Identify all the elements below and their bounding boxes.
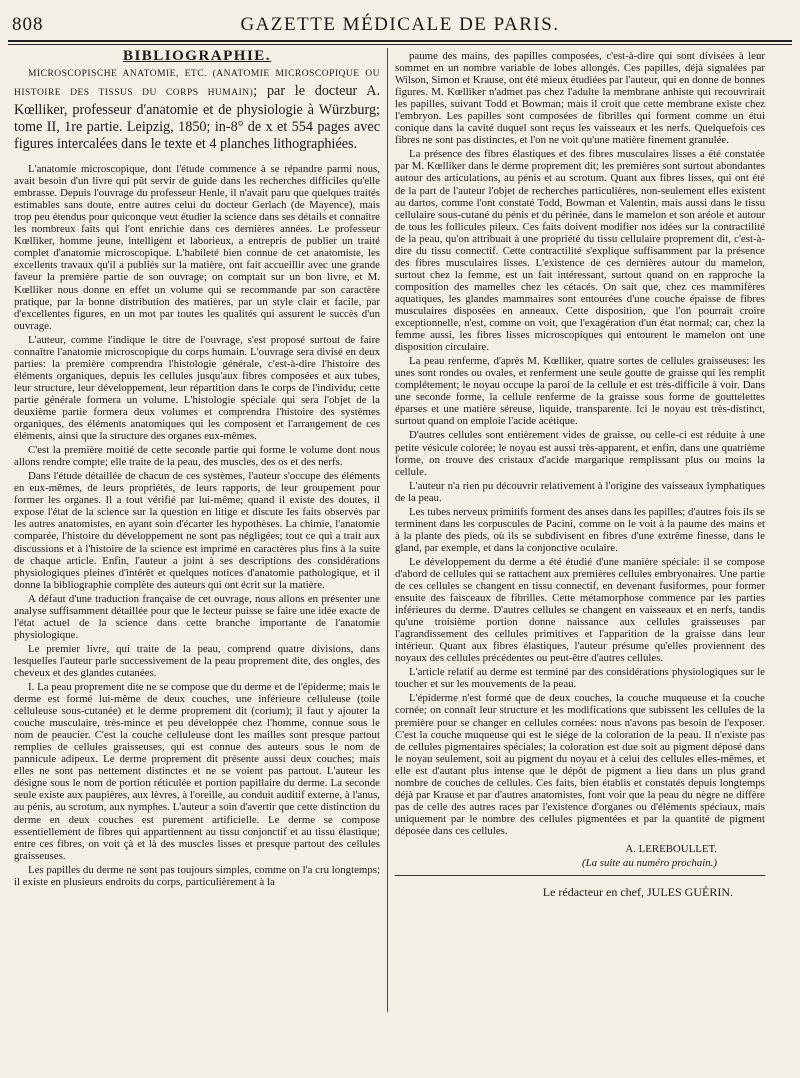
paragraph: Les papilles du derme ne sont pas toujours simples, comme on l'a cru longtemps; il existe en plusieurs endroits du corps, particulièrement à la [14, 863, 380, 888]
book-title: MICROSCOPISCHE ANATOMIE, ETC. (ANATOMIE MICROSCOPIQUE OU HISTOIRE DES TISSUS DU CORPS HUMAIN) [14, 69, 380, 99]
author-signature: A. LEREBOULLET. [625, 843, 717, 855]
paragraph: L'auteur, comme l'indique le titre de l'ouvrage, s'est proposé surtout de faire connaître l'anatomie microscopique du corps humain. L'ouvrage sera divisé en deux parties: la première comprendra l'histologie générale, c'est-à-dire l'histoire des éléments organiques, depuis les cellules jusqu'aux fibres composées et aux tubes, leur structure, leur développement, leur répartition dans le corps de l'individu; cette partie générale formera un volume. L'histologie spéciale qui sera l'objet de la deuxième partie formera deux volumes et comprendra l'histoire des systèmes organiques, des éléments anatomiques qui les composent et l'arrangement de ces éléments, ainsi que la structure des organes eux-mêmes. [14, 333, 380, 443]
paragraph: D'autres cellules sont entièrement vides de graisse, ou celle-ci est réduite à une petite vésicule colorée; le noyau est aussi très-apparent, et enfin, dans une quatrième forme, on trouve des cristaux d'acide margarique remplissant plus ou moins la cellule. [395, 429, 765, 478]
paragraph: L'épiderme n'est formé que de deux couches, la couche muqueuse et la couche cornée; on connaît leur structure et les modifications que subissent les cellules de la première pour se changer en cellules cornées: nous n'avons pas besoin de l'exposer. C'est la couche muqueuse qui est le siége de la coloration de la peau. Il n'existe pas de cellules pigmentaires spéciales; la coloration est due soit au pigment déposé dans le noyau seulement, soit au pigment du noyau et à celui des cellules elles-mêmes, et elle est d'autant plus intense que le dépôt de pigment a lieu dans un plus grand nombre de couches de cellules. Ces faits, bien établis et constatés depuis longtemps déjà par Krause et par d'autres anatomistes, font voir que la peau du nègre ne diffère pas de celle des autres races par l'existence d'organes ou d'éléments spéciaux, mais uniquement par le nombre des cellules pigmentées et par la quantité de pigment déposée dans ces cellules. [395, 692, 765, 837]
paragraph: Le premier livre, qui traite de la peau, comprend quatre divisions, dans lesquelles l'auteur parle successivement de la peau proprement dite, des ongles, des cheveux et des glandes cutanées. [14, 642, 380, 679]
paragraph: L'anatomie microscopique, dont l'étude commence à se répandre parmi nous, avait besoin d'un livre qui pût servir de guide dans les recherches difficiles qu'elle embrasse. Depuis l'ouvrage du professeur Henle, il n'avait paru que quelques traités estimables sans doute, entre autres celui du docteur Gerlach (de Mayence), mais trop peu étendus pour quiconque veut étudier la science dans ses détails et connaître les nombreux faits qui l'ont enrichie dans ces dernières années. Le professeur Kœlliker, homme jeune, intelligent et laborieux, a entrepris de publier un traité complet d'anatomie microscopique. L'habileté bien connue de cet anatomiste, les excellents travaux qu'il a publiés sur la matière, ont fait accueillir avec une grande faveur la première partie de son ouvrage; on comptait sur un bon livre, et M. Kœlliker nous donne en effet un volume qui se recommande par son caractère pratique, par la bonne distribution des matières, par un style clair et facile, par d'excellentes figures, en un mot par toutes les qualités qui assurent le succès d'un ouvrage. [14, 163, 380, 332]
closing-rule [395, 875, 765, 876]
continuation-note: (La suite au numéro prochain.) [581, 857, 717, 870]
book-reference [14, 64, 380, 153]
left-column [14, 50, 380, 888]
header-rule [8, 40, 792, 42]
paragraph: La peau renferme, d'après M. Kœlliker, quatre sortes de cellules graisseuses: les unes sont rondes ou ovales, et renferment une seule goutte de graisse qui les remplit complétement; le noyau occupe la paroi de la cellule et est très-difficile à voir. Dans une seconde forme, la cellule renferme de la graisse sous forme de gouttelettes éparses et une matière séreuse, liquide, transparente. Ici le noyau est très-distinct, surtout quand on emploie l'acide acétique. [395, 355, 765, 428]
page-header [10, 14, 790, 38]
page-number: 808 [12, 14, 44, 35]
journal-title: GAZETTE MÉDICALE DE PARIS. [240, 14, 560, 35]
column-divider [387, 48, 388, 1012]
paragraph: Le développement du derme a été étudié d'une manière spéciale: il se compose d'abord de cellules qui se rattachent aux premières cellules embryonaires. Une partie de ces cellules se changent en tissu connectif, en devenant fusiformes, pour former ensuite des faisceaux de fibrilles. Cette métamorphose commence par les parties inférieures du derme. D'autres cellules se changent en vaisseaux et en nerfs, tandis qu'une troisième portion donne naissance aux cellules graisseuses par l'agrandissement des cellules primitives et l'apparition de la graisse dans leur intérieur. Quant aux fibres élastiques, l'auteur présume qu'elles proviennent des noyaux des cellules précédentes ou peut-être d'autres cellules. [395, 555, 765, 665]
paragraph: paume des mains, des papilles composées, c'est-à-dire qui sont divisées à leur sommet en un nombre variable de lobes allongés. Ces papilles, déjà signalées par Wilson, Simon et Krause, ont été mieux étudiées par l'auteur, qui en donne de bonnes figures. M. Kœlliker n'admet pas chez l'adulte la membrane anhiste qui recouvrirait les papilles, suivant Todd et Bowman; mais il croit que cette membrane existe chez l'embryon. Les papilles sont composées de fibrilles qui forment comme un étui conique dans la cavité duquel sont reçus les vaisseaux et les nerfs. Quelquefois ces fibres ne sont pas distinctes, et l'on ne voit qu'une matière finement granulée. [395, 50, 765, 147]
book-details: ; par le docteur A. Kœlliker, professeur d'anatomie et de physiologie à Würzburg; tome II, 1re partie. Leipzig, 1850; in-8° de x et 554 pages avec figures intercalées dans le texte et 4 planches lithographiées. [14, 83, 380, 153]
paragraph: C'est la première moitié de cette seconde partie qui forme le volume dont nous allons rendre compte; elle traite de la peau, des muscles, des os et des nerfs. [14, 444, 380, 469]
paragraph: I. La peau proprement dite ne se compose que du derme et de l'épiderme; mais le derme est formé lui-même de deux couches, une inférieure celluleuse (toile celluleuse sous-cutanée) et le derme proprement dit (corium); il faut y ajouter la couche musculaire, très-mince et peu développée chez l'homme, connue sous le nom de peaucier. C'est la couche celluleuse dont les mailles sont presque partout remplies de cellules graisseuses, qui est connue des auteurs sous le nom de pannicule adipeux. Le derme proprement dit présente aussi deux couches; mais elles ne sont pas nettement distinctes et ne se voient pas partout. L'auteur les désigne sous le nom de portion réticulée et portion papillaire du derme. La seconde seule existe aux paupières, aux lèvres, à l'oreille, au conduit auditif externe, à l'anus, au pénis, au scrotum, aux nymphes. L'auteur a soin d'avertir que cette distinction du derme en deux couches est purement artificielle. Le derme se compose essentiellement de fibres qui appartiennent au tissu conjonctif et au tissu élastique; entre ces fibres, on voit çà et là des muscles lisses et presque partout des cellules graisseuses. [14, 681, 380, 862]
editor-line: Le rédacteur en chef, JULES GUÉRIN. [542, 885, 733, 900]
paragraph: Les tubes nerveux primitifs forment des anses dans les papilles; d'autres fois ils se terminent dans les corpuscules de Pacini, comme on le voit à la paume des mains et à la plante des pieds, où ils se subdivisent en fibres d'une extrême finesse, dans le gland, par exemple, et dans la conjonctive oculaire. [395, 505, 765, 554]
paragraph: L'auteur n'a rien pu découvrir relativement à l'origine des vaisseaux lymphatiques de la peau. [395, 479, 765, 504]
paragraph: L'article relatif au derme est terminé par des considérations physiologiques sur le toucher et sur les mouvements de la peau. [395, 666, 765, 691]
right-column [395, 50, 765, 898]
header-rule-thin [8, 44, 792, 45]
paragraph: A défaut d'une traduction française de cet ouvrage, nous allons en présenter une analyse suffisamment détaillée pour que le lecteur puisse se faire une idée exacte de l'état actuel de la science dans cette branche importante de l'anatomie physiologique. [14, 592, 380, 641]
right-column-body [395, 50, 765, 837]
paragraph: La présence des fibres élastiques et des fibres musculaires lisses a été constatée par M. Kœlliker dans le derme proprement dit; les premières sont surtout abondantes autour des articulations, au pénis et au scrotum. Quant aux fibres lisses, qui ont été de la part de l'auteur l'objet de recherches particulières, non-seulement elles existent au dartos, comme l'ont constaté Todd, Bowman et Valentin, mais aussi dans le tissu cellulaire sous-cutané du pénis et du périnée, dans le mamelon et son aréole et autour de tous les follicules pileux. Ces faits doivent modifier nos idées sur la contractilité de la peau, qu'on attribuait à une propriété du tissu cellulaire proprement dit, c'est-à-dire du tissu connectif. Cette contractilité s'explique suffisamment par la présence des fibres musculaires lisses. L'existence de ces dernières autour du mamelon, surtout chez la femme, est un fait intéressant, surtout quand on en rapproche la composition des mamelles chez les cétacés. On sait que, chez ces mammifères aquatiques, les glandes mammaires sont entourées d'une couche épaisse de fibres musculaires disposées en anneaux. Cette disposition, que l'on pourrait croire exceptionnelle, n'est, comme on voit, que l'exagération d'un état normal; car, chez la femme aussi, les fibres lisses microscopiques qui entourent le mamelon ont une disposition circulaire. [395, 148, 765, 354]
paragraph: Dans l'étude détaillée de chacun de ces systèmes, l'auteur s'occupe des éléments en eux-mêmes, de leurs propriétés, de leurs rapports, de leur groupement pour former les organes. Il a tout vérifié par lui-même; quand il existe des doutes, il expose l'état de la science sur la question en litige et discute les faits observés par les autres anatomistes, en ayant soin d'écarter les hypothèses. La chimie, l'anatomie comparée, l'histoire du développement ne sont pas négligées; tout ce qui a trait aux discussions et à l'histoire de la science est imprimé en caractères plus fins à la suite de chaque article. Enfin, l'auteur a joint à ses descriptions des considérations physiologiques pleines d'intérêt et quelques notices d'anatomie pathologique, et il donne la bibliographie complète des auteurs qui ont écrit sur la matière. [14, 470, 380, 591]
section-title: BIBLIOGRAPHIE. [122, 48, 272, 64]
left-column-body [14, 163, 380, 888]
